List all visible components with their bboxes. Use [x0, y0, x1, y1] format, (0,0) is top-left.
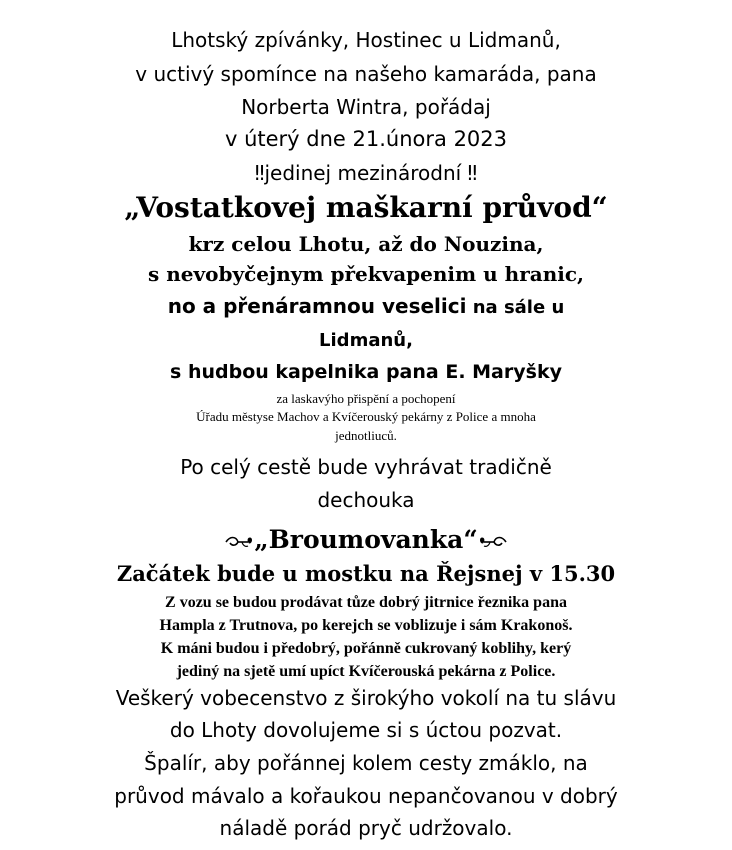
- invite-line-2: do Lhoty dovolujeme si s úctou pozvat.: [169, 718, 563, 742]
- floral-heart-right-icon: [478, 529, 508, 554]
- party-line-main: no a přenáramnou veselici: [167, 294, 467, 318]
- invite-line-3: Špalír, aby pořánnej kolem cesty zmáklo, na: [144, 751, 588, 775]
- surprise-line: s nevobyčejnym překvapenim u hranic,: [148, 262, 584, 286]
- music-line: Po celý cestě bude vyhrávat tradičně: [180, 455, 552, 479]
- invite-line-1: Veškerý vobecenstvo z širokýho vokolí na tu slávu: [115, 686, 617, 710]
- band-name-line: [0, 527, 732, 554]
- header-line-organizer: Norberta Wintra, pořádaj: [241, 95, 491, 119]
- header-line-memory: v uctivý spomínce na našeho kamaráda, pana: [135, 62, 597, 86]
- band-line: s hudbou kapelnika pana E. Maryšky: [170, 361, 562, 383]
- music-type: dechouka: [317, 488, 415, 512]
- food-line-3: K máni budou i předobrý, pořánně cukrovaný koblihy, kerý: [160, 640, 572, 657]
- food-line-2: Hampla z Trutnova, po kerejch se voblizuje i sám Krakonoš.: [159, 617, 573, 634]
- start-line: Začátek bude u mostku na Řejsnej v 15.30: [116, 561, 616, 586]
- event-date: v úterý dne 21.února 2023: [224, 127, 508, 151]
- support-line-1: za laskavýho přispění a pochopení: [276, 391, 456, 406]
- food-line-1: Z vozu se budou prodávat tůze dobrý jitrnice řeznika pana: [165, 594, 567, 611]
- party-line: [0, 296, 732, 317]
- floral-heart-left-icon: [224, 529, 254, 554]
- hall-name: Lidmanů,: [319, 330, 413, 351]
- header-line-venue: Lhotský zpívánky, Hostinec u Lidmanů,: [171, 28, 561, 52]
- invite-line-5: náladě porád pryč udržovalo.: [219, 816, 513, 840]
- band-name: „Broumovanka“: [254, 525, 478, 554]
- international-note: ‼jedinej mezinárodní ‼: [254, 161, 478, 185]
- invite-line-4: průvod mávalo a kořaukou nepančovanou v dobrý: [114, 784, 618, 808]
- food-line-4: jediný na sjetě umí upíct Kvíčerouská pekárna z Police.: [176, 663, 556, 680]
- support-line-3: jednotliuců.: [335, 428, 397, 443]
- route-line: krz celou Lhotu, až do Nouzina,: [188, 232, 544, 256]
- event-title: „Vostatkovej maškarní průvod“: [124, 191, 608, 224]
- party-line-hall: na sále u: [466, 297, 565, 318]
- support-line-2: Úřadu městyse Machov a Kvíčerouský pekárny z Police a mnoha: [196, 409, 536, 424]
